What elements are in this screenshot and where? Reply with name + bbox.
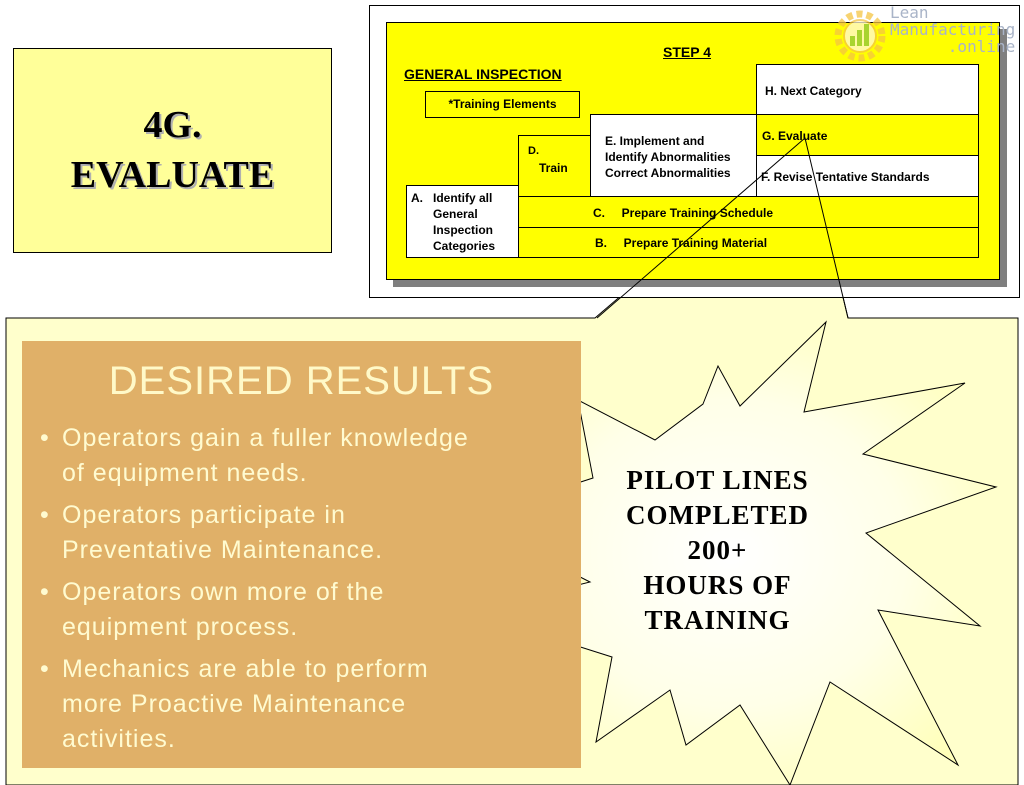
watermark-line1: Lean xyxy=(890,3,929,22)
watermark-line2: Manufacturing xyxy=(890,20,1016,39)
step-e-line2: Identify Abnormalities xyxy=(605,150,731,164)
result-item-4: • Mechanics are able to perform more Proactive Maintenance activities. xyxy=(40,652,575,757)
step-f-text: F. Revise Tentative Standards xyxy=(761,170,930,184)
watermark-line3: .online xyxy=(947,37,1016,56)
step-e-line3: Correct Abnormalities xyxy=(605,166,731,180)
result-item-2: • Operators participate in Preventative Maintenance. xyxy=(40,498,575,568)
burst-line4: HOURS OF xyxy=(643,570,792,600)
title-line2: EVALUATE xyxy=(70,153,275,196)
step-b-text: B. Prepare Training Material xyxy=(595,236,768,250)
result-item-3: • Operators own more of the equipment process. xyxy=(40,575,575,645)
step-e-line1: E. Implement and xyxy=(605,134,705,148)
training-elements-box: *Training Elements xyxy=(425,91,580,118)
step-a-label: A. xyxy=(411,191,423,205)
step-a-line3: Inspection xyxy=(433,223,494,237)
burst-line1: PILOT LINES xyxy=(626,465,809,495)
general-inspection-heading: GENERAL INSPECTION xyxy=(404,66,562,82)
bullet-icon: • xyxy=(40,655,50,683)
watermark-text xyxy=(890,4,1015,55)
gear-chart-icon xyxy=(838,14,882,58)
starburst-text xyxy=(580,463,855,638)
result-item-1: • Operators gain a fuller knowledge of equipment needs. xyxy=(40,421,575,491)
burst-line5: TRAINING xyxy=(644,605,791,635)
step-label: STEP 4 xyxy=(663,44,711,60)
desired-results-box xyxy=(22,341,581,768)
burst-line2: COMPLETED xyxy=(625,500,809,530)
bullet-icon: • xyxy=(40,424,50,452)
step-g-text: G. Evaluate xyxy=(762,129,828,143)
step-d-text: Train xyxy=(539,161,568,175)
bullet-icon: • xyxy=(40,578,50,606)
burst-line3: 200+ xyxy=(687,535,748,565)
step-a-line1: Identify all xyxy=(433,191,493,205)
step-d-label: D. xyxy=(528,145,539,157)
step-h-text: H. Next Category xyxy=(765,84,862,98)
step-c-text: C. Prepare Training Schedule xyxy=(593,206,774,220)
step-a-line4: Categories xyxy=(433,239,496,253)
step-a-line2: General xyxy=(433,207,478,221)
desired-results-title: DESIRED RESULTS xyxy=(108,359,495,403)
bullet-icon: • xyxy=(40,501,50,529)
title-line1: 4G. xyxy=(143,104,202,147)
